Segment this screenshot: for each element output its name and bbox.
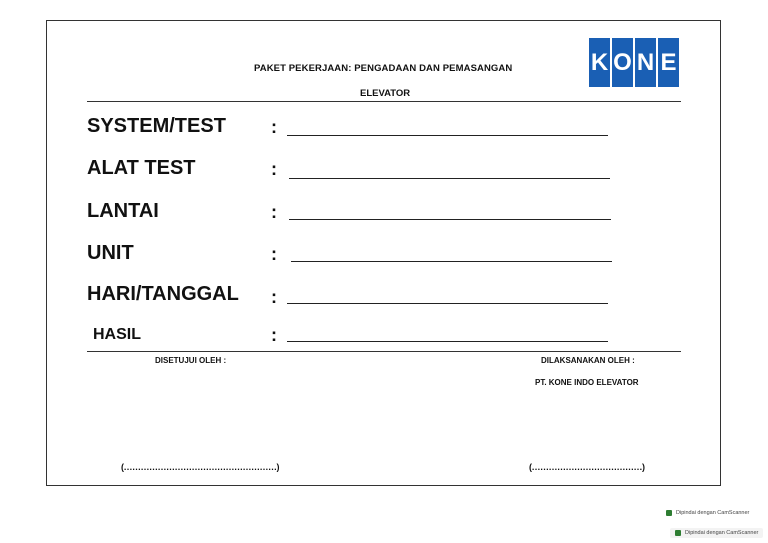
approver-signature-blank[interactable]: (………………………………………………) bbox=[121, 462, 279, 472]
field-system-test[interactable] bbox=[287, 135, 608, 136]
colon: : bbox=[271, 244, 277, 264]
watermark-text: Dipindai dengan CamScanner bbox=[676, 510, 750, 516]
camscanner-icon bbox=[666, 510, 672, 516]
header-divider bbox=[87, 101, 681, 102]
camscanner-icon bbox=[675, 530, 681, 536]
field-lantai[interactable] bbox=[289, 219, 611, 220]
label-hasil: HASIL bbox=[93, 326, 141, 343]
logo-letter: O bbox=[612, 38, 633, 87]
field-hasil[interactable] bbox=[287, 341, 608, 342]
logo-letter: K bbox=[589, 38, 610, 87]
header-title: PAKET PEKERJAAN: PENGADAAN DAN PEMASANGAN bbox=[254, 63, 513, 74]
logo-letter: E bbox=[658, 38, 679, 87]
camscanner-watermark bbox=[666, 510, 749, 516]
form-divider bbox=[87, 351, 681, 352]
field-hari-tanggal[interactable] bbox=[287, 303, 608, 304]
header-subtitle: ELEVATOR bbox=[360, 88, 411, 99]
camscanner-watermark-box bbox=[670, 528, 763, 538]
field-unit[interactable] bbox=[291, 261, 612, 262]
label-lantai: LANTAI bbox=[87, 200, 159, 222]
company-name: PT. KONE INDO ELEVATOR bbox=[535, 378, 639, 387]
label-system-test: SYSTEM/TEST bbox=[87, 115, 226, 137]
colon: : bbox=[271, 159, 277, 179]
executed-by-label: DILAKSANAKAN OLEH : bbox=[541, 356, 635, 365]
field-alat-test[interactable] bbox=[289, 178, 610, 179]
colon: : bbox=[271, 117, 277, 137]
executor-signature-blank[interactable]: (…………………………………) bbox=[529, 462, 645, 472]
approved-by-label: DISETUJUI OLEH : bbox=[155, 356, 227, 365]
kone-logo bbox=[589, 38, 679, 87]
logo-letter: N bbox=[635, 38, 656, 87]
label-hari-tanggal: HARI/TANGGAL bbox=[87, 283, 239, 305]
colon: : bbox=[271, 202, 277, 222]
watermark-text: Dipindai dengan CamScanner bbox=[685, 530, 759, 536]
form-sheet bbox=[46, 20, 721, 486]
colon: : bbox=[271, 325, 277, 345]
colon: : bbox=[271, 287, 277, 307]
label-unit: UNIT bbox=[87, 242, 134, 264]
label-alat-test: ALAT TEST bbox=[87, 157, 196, 179]
